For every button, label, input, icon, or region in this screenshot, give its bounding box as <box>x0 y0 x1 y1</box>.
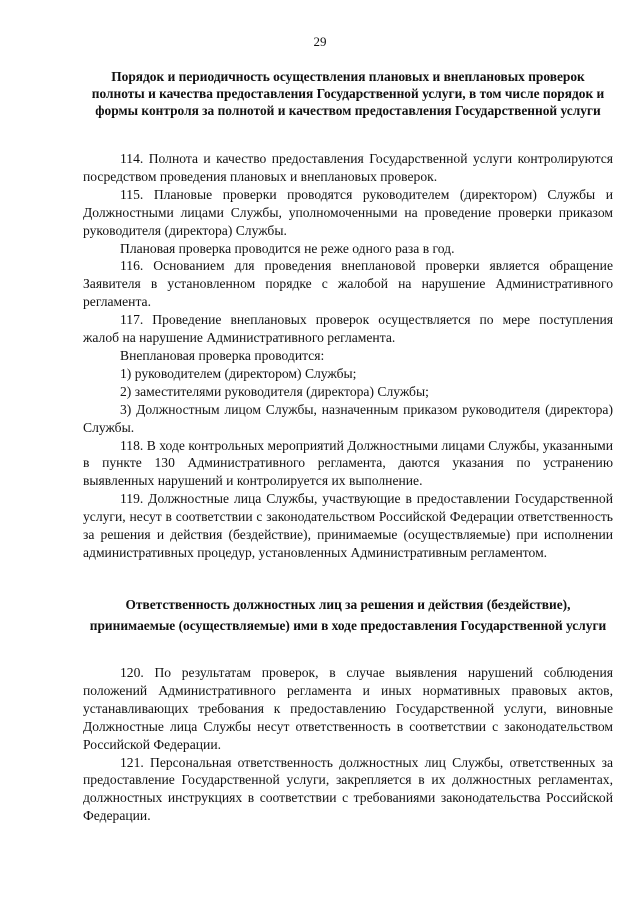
section-body-responsibility <box>83 664 613 825</box>
paragraph-118: 118. В ходе контрольных мероприятий Должностными лицами Службы, указанными в пункте 130 Административного регламента, даются указания по устранению выявленных нарушений и контролируется их выполнение. <box>83 437 613 489</box>
paragraph-120: 120. По результатам проверок, в случае выявления нарушений соблюдения положений Административного регламента и иных нормативных правовых актов, устанавливающих требования к предоставлению Государственной услуги, виновные Должностные лица Службы несут ответственность в соответствии с законодательством Российской Федерации. <box>83 665 613 752</box>
paragraph-119: 119. Должностные лица Службы, участвующие в предоставлении Государственной услуги, несут в соответствии с законодательством Российской Федерации ответственность за решения и действия (бездействие), принимаемые (осуществляемые) при исполнении административных процедур, установленных Административным регламентом. <box>83 491 613 560</box>
paragraph-116: 116. Основанием для проведения внеплановой проверки является обращение Заявителя в установленном порядке с жалобой на нарушение Административного регламента. <box>83 258 613 310</box>
section-heading-control: Порядок и периодичность осуществления плановых и внеплановых проверок полноты и качества предоставления Государственной услуги, в том числе порядок и формы контроля за полнотой и качеством предоставления Государственной услуги <box>91 69 605 118</box>
paragraph-117: 117. Проведение внеплановых проверок осуществляется по мере поступления жалоб на нарушение Административного регламента. <box>83 312 613 346</box>
paragraph-115: 115. Плановые проверки проводятся руководителем (директором) Службы и Должностными лицами Службы, уполномоченными на проведение проверки приказом руководителя (директора) Службы. <box>83 186 613 238</box>
section-body-control <box>83 150 613 562</box>
page-number: 29 <box>313 34 327 49</box>
list-item-1: 1) руководителем (директором) Службы; <box>120 365 357 381</box>
list-item-2: 2) заместителями руководителя (директора) Службы; <box>120 383 429 399</box>
list-item-3: 3) Должностным лицом Службы, назначенным приказом руководителя (директора) Службы. <box>83 401 613 435</box>
paragraph-114: 114. Полнота и качество предоставления Государственной услуги контролируются посредством проведения плановых и внеплановых проверок. <box>83 151 613 184</box>
paragraph-121: 121. Персональная ответственность должностных лиц Службы, ответственных за предоставление Государственной услуги, закрепляется в их должностных регламентах, должностных инструкциях в соответствии с требованиями законодательства Российской Федерации. <box>83 754 613 824</box>
paragraph-unplanned-intro: Внеплановая проверка проводится: <box>120 347 325 363</box>
paragraph-planned-frequency: Плановая проверка проводится не реже одного раза в год. <box>120 240 455 256</box>
section-heading-responsibility: Ответственность должностных лиц за решения и действия (бездействие), принимаемые (осуществляемые) ими в ходе предоставления Государственной услуги <box>89 597 607 633</box>
